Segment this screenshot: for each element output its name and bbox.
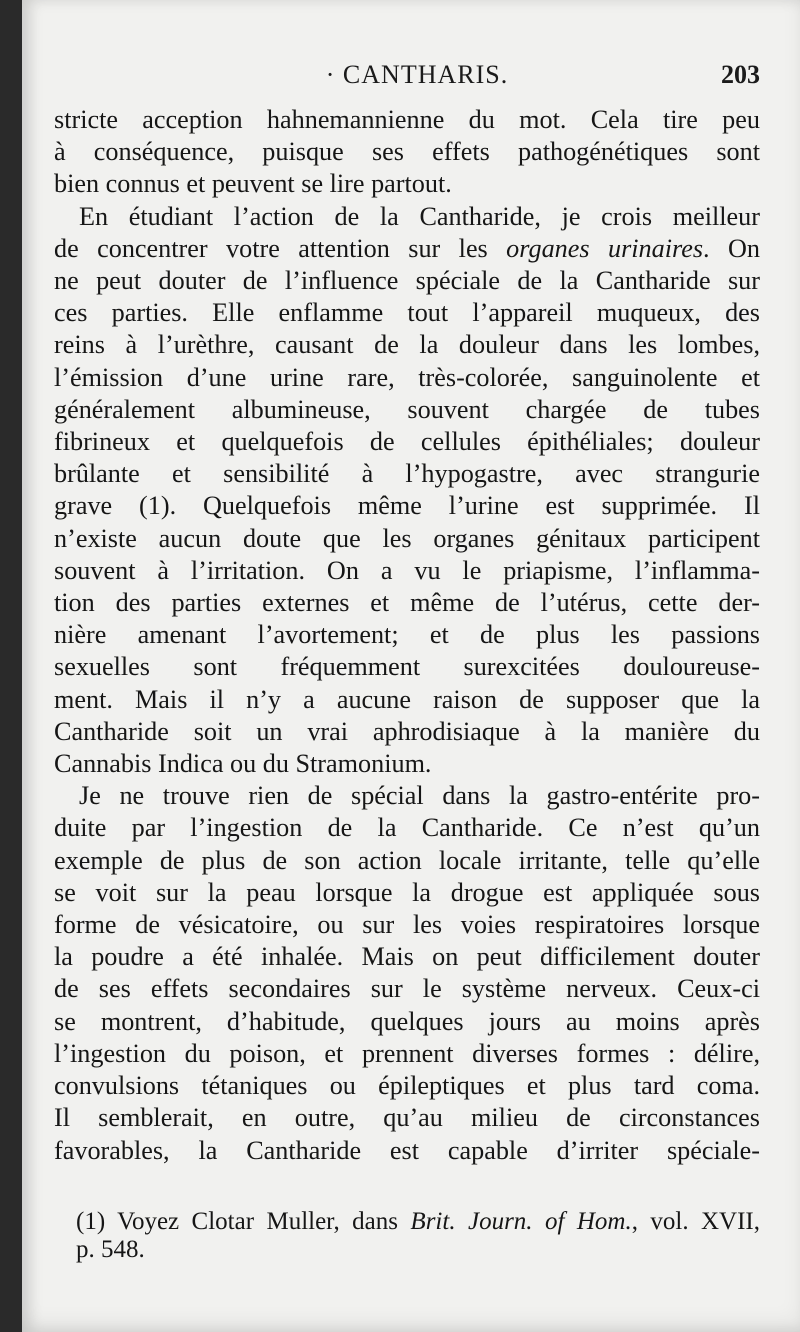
footnote <box>76 1208 760 1264</box>
text-line: Il semblerait, en outre, qu’au milieu de circonstances <box>54 1103 760 1133</box>
text-line: tion des parties externes et même de l’utérus, cette der- <box>54 588 760 618</box>
text-segment: . On <box>703 233 761 263</box>
emphasis-text: organes urinaires <box>506 233 704 263</box>
text-line: nière amenant l’avortement; et de plus les passions <box>54 620 760 650</box>
text-line: se montrent, d’habitude, quelques jours au moins après <box>54 1006 760 1036</box>
paragraph-start-line: Je ne trouve rien de spécial dans la gastro-entérite pro- <box>79 781 760 811</box>
text-line: fibrineux et quelquefois de cellules épithéliales; douleur <box>54 427 760 457</box>
footnote-line <box>76 1208 760 1236</box>
paragraph-start-line: En étudiant l’action de la Cantharide, je crois meilleur <box>79 201 760 231</box>
footnote-prefix: (1) Voyez Clotar Muller, dans <box>76 1208 398 1235</box>
text-line: n’existe aucun doute que les organes génitaux participent <box>54 523 760 553</box>
text-line: se voit sur la peau lorsque la drogue est appliquée sous <box>54 877 760 907</box>
text-line: ne peut douter de l’influence spéciale de la Cantharide sur <box>54 266 760 296</box>
text-line: reins à l’urèthre, causant de la douleur dans les lombes, <box>54 330 760 360</box>
text-line: convulsions tétaniques ou épileptiques et plus tard coma. <box>54 1071 760 1101</box>
text-line: favorables, la Cantharide est capable d’irriter spéciale- <box>54 1135 760 1165</box>
text-line: souvent à l’irritation. On a vu le priapisme, l’inflamma- <box>54 555 760 585</box>
text-line: brûlante et sensibilité à l’hypogastre, avec strangurie <box>54 459 760 489</box>
footnote-line: p. 548. <box>76 1236 145 1263</box>
text-line: grave (1). Quelquefois même l’urine est supprimée. Il <box>54 491 760 521</box>
text-line: sexuelles sont fréquemment surexcitées douloureuse- <box>54 652 760 682</box>
text-line: forme de vésicatoire, ou sur les voies respiratoires lorsque <box>54 910 760 940</box>
text-line: à conséquence, puisque ses effets pathogénétiques sont <box>54 137 760 167</box>
text-line <box>54 233 760 265</box>
footnote-journal: Brit. Journ. of Hom. <box>410 1208 632 1235</box>
text-line: duite par l’ingestion de la Cantharide. Ce n’est qu’un <box>54 813 760 843</box>
text-line: Cannabis Indica ou du Stramonium. <box>54 749 432 779</box>
text-line: de ses effets secondaires sur le système nerveux. Ceux-ci <box>54 974 760 1004</box>
text-line: généralement albumineuse, souvent chargée de tubes <box>54 394 760 424</box>
book-page <box>22 0 800 1332</box>
text-line: l’émission d’une urine rare, très-colorée, sanguinolente et <box>54 362 760 392</box>
text-line: Cantharide soit un vrai aphrodisiaque à la manière du <box>54 716 760 746</box>
body-text <box>54 104 760 1167</box>
running-header <box>74 60 760 100</box>
text-line: la poudre a été inhalée. Mais on peut difficilement douter <box>54 942 760 972</box>
text-line: l’ingestion du poison, et prennent diverses formes : délire, <box>54 1038 760 1068</box>
text-line: ment. Mais il n’y a aucune raison de supposer que la <box>54 684 760 714</box>
text-line: bien connus et peuvent se lire partout. <box>54 169 452 199</box>
text-segment: de concentrer votre attention sur les <box>54 233 488 263</box>
text-line: exemple de plus de son action locale irritante, telle qu’elle <box>54 845 760 875</box>
text-line: ces parties. Elle enflamme tout l’appareil muqueux, des <box>54 298 760 328</box>
running-title: · CANTHARIS. <box>325 60 509 89</box>
text-line: stricte acception hahnemannienne du mot. Cela tire peu <box>54 105 760 134</box>
page-number: 203 <box>721 60 760 89</box>
footnote-suffix: , vol. XVII, <box>631 1208 760 1235</box>
